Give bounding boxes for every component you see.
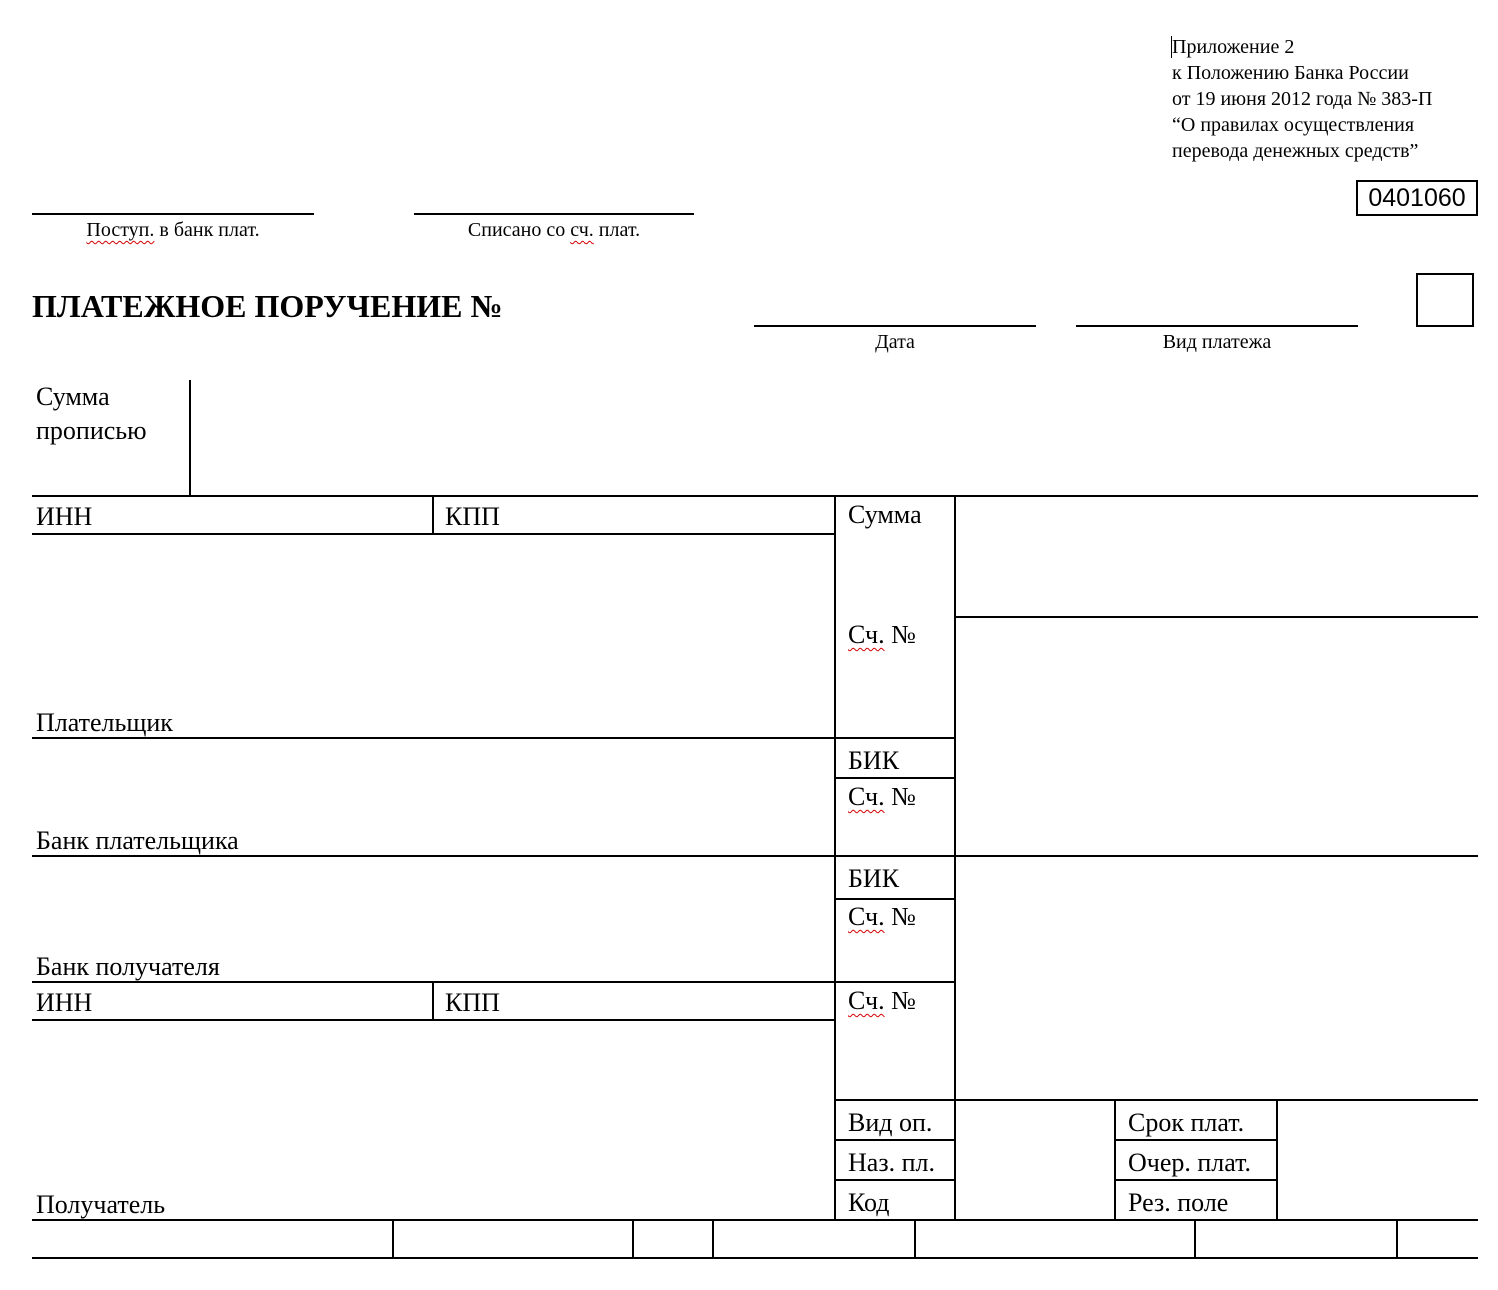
appendix-line-5: перевода денежных средств”	[1172, 140, 1419, 162]
status-box[interactable]	[1416, 273, 1474, 327]
appendix-line-1: Приложение 2	[1172, 36, 1295, 58]
recipient-account-label	[848, 986, 916, 1016]
tax-field-divider-2	[632, 1219, 634, 1259]
payer-kpp-label: КПП	[445, 502, 500, 531]
purpose-label: Наз. пл.	[848, 1148, 935, 1177]
received-caption	[32, 219, 314, 242]
payer-account-label-prefix: Сч.	[848, 620, 885, 649]
code-label: Код	[848, 1188, 890, 1217]
recipient-bank-label: Банк получателя	[36, 952, 220, 981]
payer-bank-account-label-suffix: №	[884, 782, 916, 811]
grid-line-tax-bottom	[32, 1257, 1478, 1259]
date-line[interactable]	[754, 325, 1036, 327]
page-title: ПЛАТЕЖНОЕ ПОРУЧЕНИЕ №	[32, 288, 503, 324]
received-caption-prefix: Поступ.	[86, 219, 155, 241]
payer-account-label-suffix: №	[884, 620, 916, 649]
recipient-bank-account-label-prefix: Сч.	[848, 902, 885, 931]
amount-words-label-1: Сумма	[36, 382, 110, 411]
debited-caption-prefix: Списано со	[467, 219, 571, 241]
recipient-bank-account-label	[848, 902, 916, 932]
payer-bank-account-label	[848, 782, 916, 812]
grid-line-codes-bottom	[32, 1219, 1478, 1221]
debited-line[interactable]	[414, 213, 694, 215]
appendix-line-2: к Положению Банка России	[1172, 62, 1409, 84]
recipient-account-label-prefix: Сч.	[848, 986, 885, 1015]
recipient-bank-bik-label: БИК	[848, 864, 900, 893]
grid-line-payer-bank-bottom	[32, 855, 1478, 857]
grid-vline-recipient-kpp	[432, 981, 434, 1021]
amount-label: Сумма	[848, 500, 922, 529]
grid-line-codes-top	[835, 1099, 1478, 1101]
tax-field-divider-4	[914, 1219, 916, 1259]
tax-field-divider-6	[1396, 1219, 1398, 1259]
term-label: Срок плат.	[1128, 1108, 1245, 1137]
grid-line-codes-2b	[1115, 1179, 1277, 1181]
grid-line-codes-2a	[835, 1179, 955, 1181]
payment-type-caption: Вид платежа	[1162, 331, 1272, 353]
grid-line-495	[32, 495, 1478, 497]
debited-caption-suffix: плат.	[593, 219, 641, 241]
recipient-bank-account-label-suffix: №	[884, 902, 916, 931]
recipient-account-label-suffix: №	[884, 986, 916, 1015]
payer-bank-account-label-prefix: Сч.	[848, 782, 885, 811]
appendix-note	[1172, 34, 1432, 164]
op-type-label: Вид оп.	[848, 1108, 933, 1137]
grid-line-bik2	[835, 898, 955, 900]
reserve-field-label: Рез. поле	[1128, 1188, 1229, 1217]
date-caption: Дата	[875, 331, 915, 353]
grid-line-codes-1b	[1115, 1139, 1277, 1141]
received-caption-suffix: в банк плат.	[154, 219, 260, 241]
grid-vline-codes-right	[1276, 1099, 1278, 1221]
grid-vline-codes-mid	[1114, 1099, 1116, 1221]
recipient-kpp-label: КПП	[445, 988, 500, 1017]
amount-words-divider	[189, 380, 191, 496]
appendix-line-3: от 19 июня 2012 года № 383-П	[1172, 88, 1433, 110]
tax-field-divider-5	[1194, 1219, 1196, 1259]
payer-label: Плательщик	[36, 708, 173, 737]
recipient-inn-label: ИНН	[36, 988, 93, 1017]
form-code-box: 0401060	[1356, 180, 1478, 216]
priority-label: Очер. плат.	[1128, 1148, 1252, 1177]
payer-inn-label: ИНН	[36, 502, 93, 531]
grid-vline-main-left	[834, 495, 836, 1221]
grid-line-bik1	[835, 777, 955, 779]
received-line[interactable]	[32, 213, 314, 215]
payer-bank-label: Банк плательщика	[36, 826, 239, 855]
debited-caption-mid: сч.	[570, 219, 594, 241]
payer-account-label	[848, 620, 916, 650]
appendix-line-4: “О правилах осуществления	[1172, 114, 1415, 136]
amount-words-label-2: прописью	[36, 416, 147, 445]
tax-field-divider-3	[712, 1219, 714, 1259]
payment-type-line[interactable]	[1076, 325, 1358, 327]
grid-vline-payer-kpp	[432, 495, 434, 535]
recipient-label: Получатель	[36, 1190, 166, 1219]
tax-field-divider-1	[392, 1219, 394, 1259]
debited-caption	[414, 219, 694, 242]
payer-bank-bik-label: БИК	[848, 746, 900, 775]
grid-line-codes-1a	[835, 1139, 955, 1141]
grid-vline-main-right	[954, 495, 956, 1221]
grid-line-amount-bottom	[955, 616, 1478, 618]
